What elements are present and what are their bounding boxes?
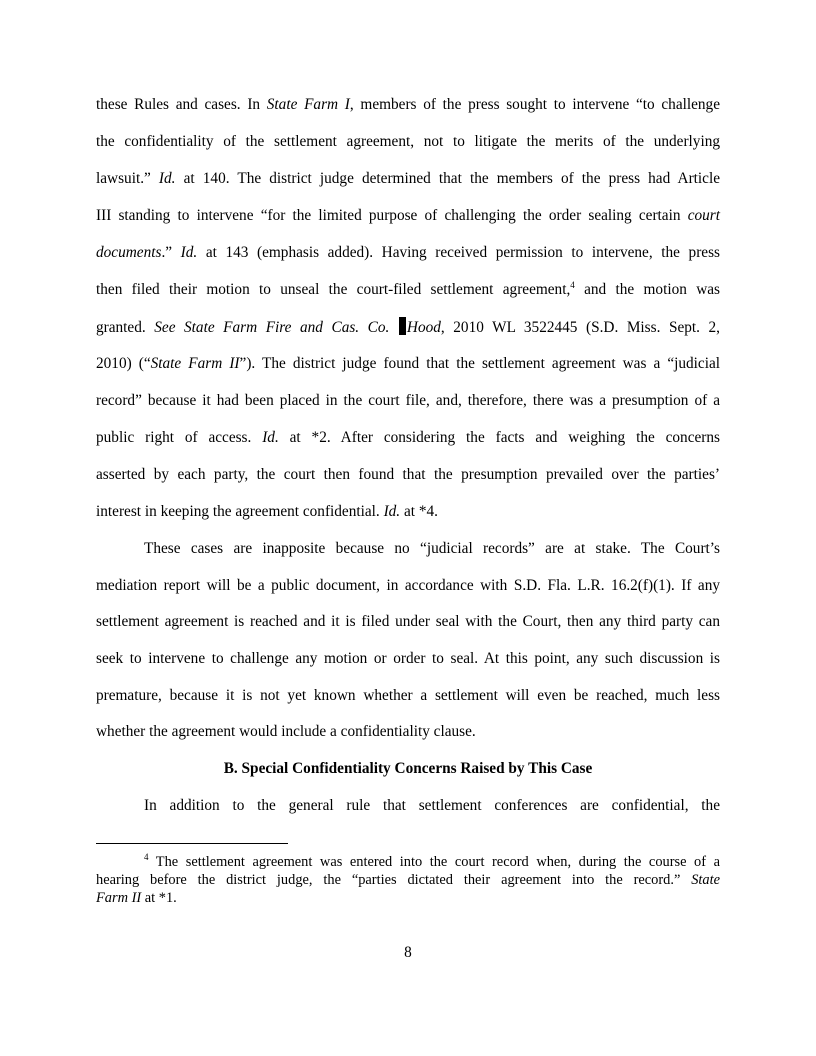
footnote-reference[interactable]: 4 — [570, 280, 575, 290]
footnote-line-3: Farm II at *1. — [96, 890, 177, 906]
body-line-10: public right of access. Id. at *2. After considering the facts and weighing the concerns — [96, 429, 720, 446]
footnote-number: 4 — [144, 852, 149, 862]
body-line-5: documents.” Id. at 143 (emphasis added). Having received permission to intervene, the press — [96, 244, 720, 261]
body-line-3: lawsuit.” Id. at 140. The district judge determined that the members of the press had Article — [96, 170, 720, 187]
body-line-6: then filed their motion to unseal the court-filed settlement agreement,$^4$ and the motion was — [96, 280, 720, 298]
body-line-15: settlement agreement is reached and it is filed under seal with the Court, then any third party can — [96, 613, 720, 630]
case-name-state-farm-i: State Farm I — [266, 96, 350, 113]
body-line-1: these Rules and cases. In State Farm I, members of the press sought to intervene “to challenge — [96, 96, 720, 113]
footnote-separator — [96, 843, 288, 844]
body-line-11: asserted by each party, the court then found that the presumption prevailed over the parties’ — [96, 466, 720, 483]
page-number: 8 — [404, 944, 412, 961]
body-line-8: 2010) (“State Farm II”). The district judge found that the settlement agreement was a “judicial — [96, 355, 720, 372]
body-line-19: In addition to the general rule that settlement conferences are confidential, the — [144, 797, 720, 814]
body-line-17: premature, because it is not yet known whether a settlement will even be reached, much less — [96, 687, 720, 704]
body-line-14: mediation report will be a public document, in accordance with S.D. Fla. L.R. 16.2(f)(1). If any — [96, 577, 720, 594]
footnote-line-1: $^4$ The settlement agreement was entered into the court record when, during the course of a — [144, 852, 720, 870]
body-line-13: These cases are inapposite because no “judicial records” are at stake. The Court’s — [144, 540, 720, 557]
body-line-18: whether the agreement would include a confidentiality clause. — [96, 723, 476, 740]
section-heading: B. Special Confidentiality Concerns Raised by This Case — [223, 760, 593, 777]
body-line-16: seek to intervene to challenge any motion or order to seal. At this point, any such discussion is — [96, 650, 720, 667]
body-line-9: record” because it had been placed in the court file, and, therefore, there was a presumption of a — [96, 392, 720, 409]
redaction-mark — [399, 317, 406, 335]
body-line-12: interest in keeping the agreement confidential. Id. at *4. — [96, 503, 438, 520]
body-line-4: III standing to intervene “for the limited purpose of challenging the order sealing certain court — [96, 207, 720, 224]
body-line-7: granted. See State Farm Fire and Cas. Co. Hood, 2010 WL 3522445 (S.D. Miss. Sept. 2, — [96, 319, 720, 336]
body-line-2: the confidentiality of the settlement agreement, not to litigate the merits of the underlying — [96, 133, 720, 150]
footnote-line-2: hearing before the district judge, the “parties dictated their agreement into the record.” State — [96, 872, 720, 888]
